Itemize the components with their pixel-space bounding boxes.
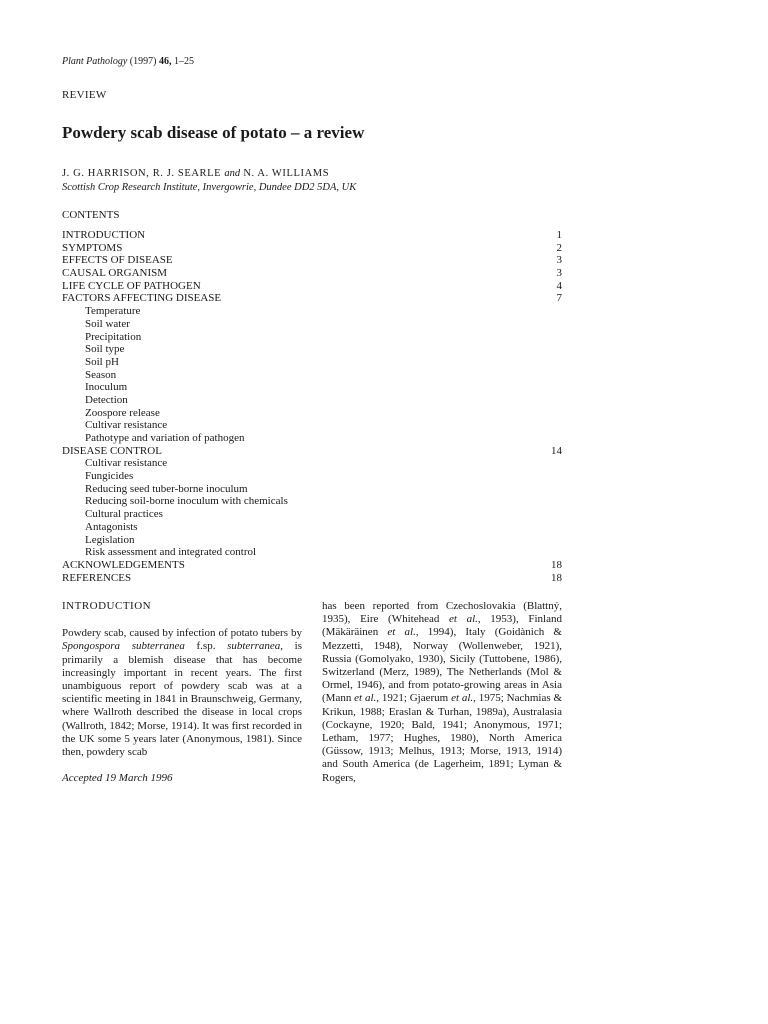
toc-label: Fungicides bbox=[85, 470, 134, 483]
toc-label: Cultural practices bbox=[85, 508, 163, 521]
journal-citation bbox=[62, 56, 194, 67]
toc-label: CAUSAL ORGANISM bbox=[62, 267, 168, 280]
toc-subentry bbox=[62, 356, 562, 369]
toc-label: FACTORS AFFECTING DISEASE bbox=[62, 292, 222, 305]
toc-subentry bbox=[62, 381, 562, 394]
authors-last: N. A. WILLIAMS bbox=[243, 168, 330, 179]
toc-label: EFFECTS OF DISEASE bbox=[62, 254, 173, 267]
toc-entry bbox=[62, 267, 562, 280]
journal-name: Plant Pathology bbox=[62, 56, 128, 67]
toc-label: Reducing seed tuber-borne inoculum bbox=[85, 482, 248, 495]
author-affiliation: Scottish Crop Research Institute, Invergowrie, Dundee DD2 5DA, UK bbox=[62, 182, 357, 193]
toc-subentry bbox=[62, 331, 562, 344]
journal-pages: 1–25 bbox=[173, 56, 194, 67]
body-column-right bbox=[322, 600, 562, 785]
toc-label: Antagonists bbox=[85, 520, 138, 533]
toc-label: Soil type bbox=[85, 343, 125, 356]
toc-subentry bbox=[62, 483, 562, 496]
journal-year: (1997) bbox=[129, 56, 157, 67]
toc-page-number: 7 bbox=[556, 292, 562, 305]
paper-page bbox=[62, 0, 562, 1024]
toc-label: Detection bbox=[85, 393, 128, 406]
toc-subentry bbox=[62, 343, 562, 356]
forma-specialis: subterranea bbox=[227, 640, 281, 653]
toc-label: Cultivar resistance bbox=[85, 419, 168, 432]
toc-label: LIFE CYCLE OF PATHOGEN bbox=[62, 279, 201, 292]
toc-page-number: 3 bbox=[556, 267, 562, 280]
toc-subentry bbox=[62, 534, 562, 547]
authors-conjunction: and bbox=[224, 168, 241, 179]
toc-label: Cultivar resistance bbox=[85, 457, 168, 470]
section-heading-introduction: INTRODUCTION bbox=[62, 600, 152, 612]
toc-page-number: 1 bbox=[556, 229, 562, 241]
toc-subentry bbox=[62, 305, 562, 318]
contents-heading: CONTENTS bbox=[62, 209, 120, 221]
toc-label: Inoculum bbox=[85, 381, 128, 394]
toc-label: Zoospore release bbox=[85, 406, 160, 419]
toc-page-number: 14 bbox=[551, 444, 562, 457]
article-type: REVIEW bbox=[62, 89, 107, 101]
journal-volume: 46, bbox=[158, 56, 172, 67]
toc-entry bbox=[62, 242, 562, 255]
toc-label: Season bbox=[85, 368, 117, 381]
toc-label: Risk assessment and integrated control bbox=[85, 546, 257, 559]
toc-label: Soil pH bbox=[85, 355, 119, 368]
toc-page-number: 4 bbox=[556, 279, 562, 292]
toc-subentry bbox=[62, 495, 562, 508]
authors-first: J. G. HARRISON, R. J. SEARLE bbox=[62, 168, 222, 179]
toc-subentry bbox=[62, 318, 562, 331]
toc-subentry bbox=[62, 546, 562, 559]
toc-subentry bbox=[62, 457, 562, 470]
toc-subentry bbox=[62, 432, 562, 445]
toc-label: Temperature bbox=[85, 305, 141, 318]
toc-label: Precipitation bbox=[85, 330, 142, 343]
toc-entry bbox=[62, 572, 562, 585]
toc-entry bbox=[62, 445, 562, 458]
article-title: Powdery scab disease of potato – a review bbox=[62, 123, 365, 142]
toc-subentry bbox=[62, 521, 562, 534]
toc-entry bbox=[62, 229, 562, 242]
toc-page-number: 18 bbox=[551, 558, 562, 571]
toc-page-number: 3 bbox=[556, 254, 562, 267]
toc-label: Soil water bbox=[85, 317, 130, 330]
toc-label: REFERENCES bbox=[62, 571, 132, 584]
author-list bbox=[62, 168, 329, 179]
toc-entry bbox=[62, 559, 562, 572]
toc-page-number: 2 bbox=[556, 241, 562, 254]
toc-subentry bbox=[62, 369, 562, 382]
toc-subentry bbox=[62, 407, 562, 420]
toc-subentry bbox=[62, 419, 562, 432]
introduction-paragraph-1: Powdery scab, caused by infection of potato tubers by Spongospora subterranea f.sp. subterranea, is primarily a blemish disease that has become increasingly important in recent years. The first unambiguous report of powdery scab was at a scientific meeting in 1841 in Braunschweig, Germany, where Wallroth described the disease in local crops (Wallroth, 1842; Morse, 1914). It was first recorded in the UK some 5 years later (Anonymous, 1981). Since then, powdery scab bbox=[62, 627, 303, 759]
toc-subentry bbox=[62, 508, 562, 521]
toc-subentry bbox=[62, 470, 562, 483]
accepted-date: Accepted 19 March 1996 bbox=[62, 772, 173, 785]
toc-label: SYMPTOMS bbox=[62, 241, 123, 254]
toc-subentry bbox=[62, 394, 562, 407]
species-name: Spongospora subterranea bbox=[62, 640, 185, 653]
toc-label: Legislation bbox=[85, 533, 135, 546]
body-column-left bbox=[62, 600, 302, 785]
table-of-contents bbox=[62, 229, 562, 584]
toc-label: DISEASE CONTROL bbox=[62, 444, 162, 457]
toc-entry bbox=[62, 292, 562, 305]
toc-label: Pathotype and variation of pathogen bbox=[85, 432, 245, 444]
toc-label: Reducing soil-borne inoculum with chemicals bbox=[85, 495, 288, 508]
toc-entry bbox=[62, 280, 562, 293]
toc-page-number: 18 bbox=[551, 571, 562, 584]
toc-entry bbox=[62, 254, 562, 267]
introduction-paragraph-2: has been reported from Czechoslovakia (Blattný, 1935), Eire (Whitehead et al., 1953), Finland (Mäkäräinen et al., 1994), Italy (Goidànich & Mezzetti, 1948), Norway (Wollenweber, 1921), Russia (Gomolyako, 1930), Sicily (Tuttobene, 1986), Switzerland (Merz, 1989), The Netherlands (Mol & Ormel, 1946), and from potato-growing areas in Asia (Mann et al., 1921; Gjaerum et al., 1975; Nachmias & Krikun, 1988; Eraslan & Turhan, 1989a), Australasia (Cockayne, 1920; Bald, 1941; Anonymous, 1971; Letham, 1977; Hughes, 1980), North America (Güssow, 1913; Melhus, 1913; Morse, 1913, 1914) and South America (de Lagerheim, 1891; Lyman & Rogers, bbox=[322, 600, 563, 784]
toc-label: INTRODUCTION bbox=[62, 229, 146, 241]
toc-label: ACKNOWLEDGEMENTS bbox=[62, 558, 185, 571]
